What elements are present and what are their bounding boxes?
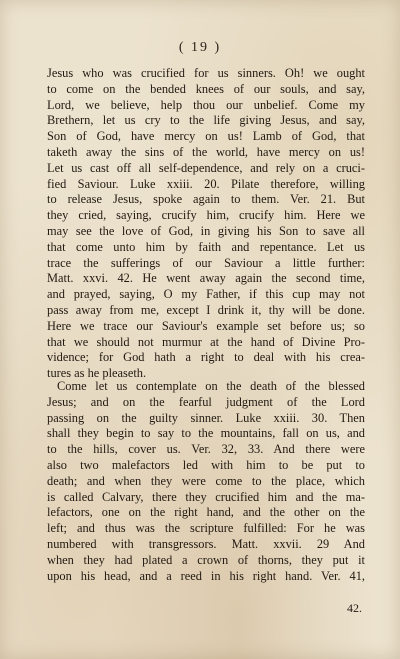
text-line: fied Saviour. Luke xxiii. 20. Pilate therefore, willing (47, 176, 365, 191)
text-line: may see the love of God, in giving his Son to save all (47, 223, 365, 238)
text-line: Son of God, have mercy on us! Lamb of God, that (47, 129, 365, 144)
text-line: tures as he pleaseth. (47, 366, 147, 381)
text-line: Jesus; and on the fearful judgment of the Lord (47, 394, 365, 409)
text-line: pass away from me, except I drink it, thy will be done. (47, 302, 365, 317)
text-line: is called Calvary, there they crucified him and the ma- (47, 489, 365, 504)
text-line: left; and thus was the scripture fulfilled: For he was (47, 521, 365, 536)
text-line: shall they begin to say to the mountains, fall on us, and (47, 426, 365, 441)
paragraph-1 (47, 66, 365, 382)
text-line: Here we trace our Saviour's example set before us; so (47, 318, 365, 333)
text-line: death; and when they were come to the place, which (47, 473, 365, 488)
catchword: 42. (347, 601, 362, 615)
text-line: to release Jesus, spoke again to them. Ver. 21. But (47, 192, 365, 207)
page-number: ( 19 ) (178, 40, 222, 55)
text-line: that we should not murmur at the hand of Divine Pro- (47, 334, 365, 349)
text-line: vidence; for God hath a right to deal with his crea- (47, 350, 365, 365)
text-line: to the hills, cover us. Ver. 32, 33. And there were (47, 442, 365, 457)
text-line: and prayed, saying, O my Father, if this cup may not (47, 287, 365, 302)
text-line: they cried, saying, crucify him, crucify him. Here we (47, 208, 365, 223)
text-line: when they had plated a crown of thorns, they put it (47, 552, 365, 567)
text-line: Brethern, let us cry to the life giving Jesus, and say, (47, 113, 365, 128)
paragraph-2 (47, 379, 365, 584)
text-line: numbered with transgressors. Matt. xxvii. 29 And (47, 536, 365, 551)
text-line: Matt. xxvi. 42. He went away again the second time, (47, 271, 365, 286)
text-line: taketh away the sins of the world, have mercy on us! (47, 144, 365, 159)
text-line: trace the sufferings of our Saviour a little further: (47, 255, 365, 270)
text-line: to come on the bended knees of our souls, and say, (47, 81, 365, 96)
text-line: also two malefactors led with him to be put to (47, 457, 365, 472)
text-line: that come unto him by faith and repentance. Let us (47, 239, 365, 254)
text-line: upon his head, and a reed in his right hand. Ver. 41, (47, 568, 365, 583)
text-line: lefactors, one on the right hand, and the other on the (47, 505, 365, 520)
text-line: passing on the guilty sinner. Luke xxiii. 30. Then (47, 410, 365, 425)
text-line: Come let us contemplate on the death of the blessed (57, 379, 365, 393)
text-line: Jesus who was crucified for us sinners. Oh! we ought (47, 66, 365, 80)
text-line: Lord, we believe, help thou our unbelief. Come my (47, 97, 365, 112)
text-line: Let us cast off all self-dependence, and rely on a cruci- (47, 160, 365, 175)
